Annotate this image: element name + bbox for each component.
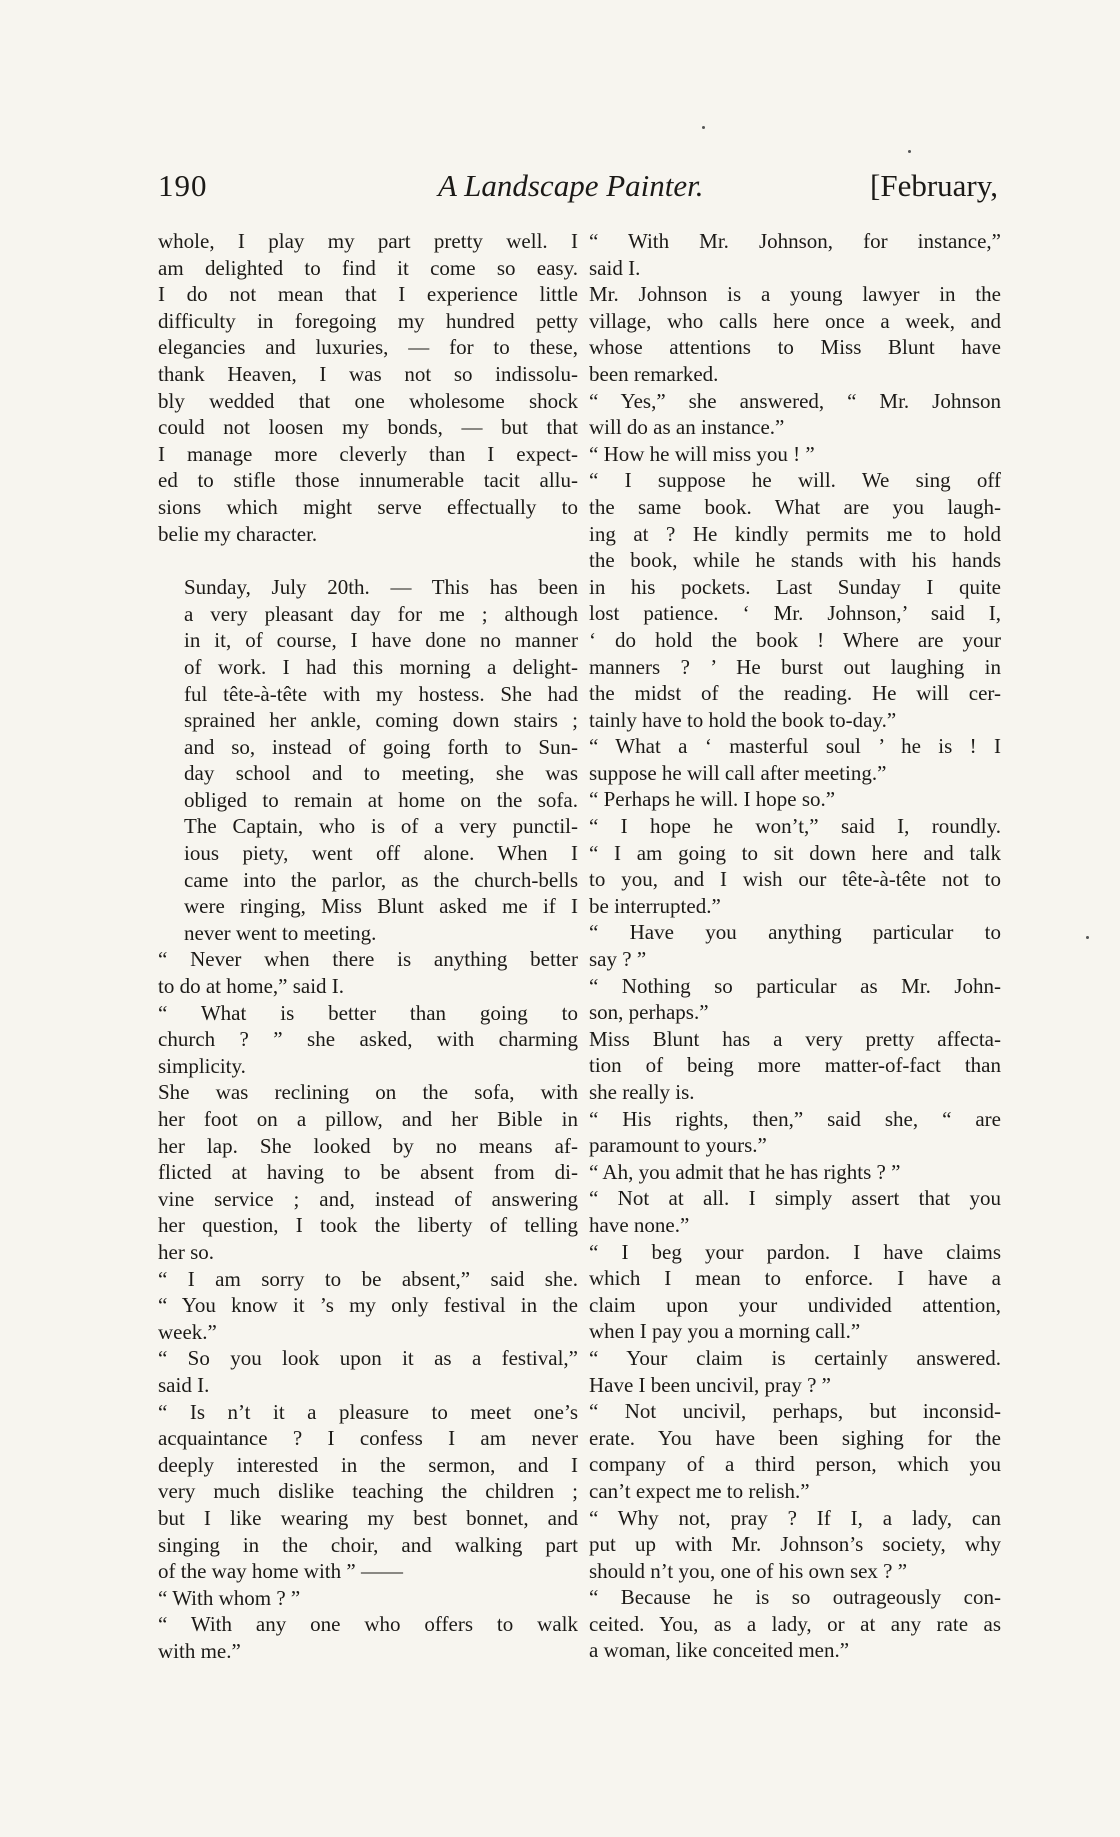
text-line: “ Because he is so outrageously con- xyxy=(589,1585,1001,1610)
print-speck xyxy=(702,126,705,129)
text-line: paramount to yours.” xyxy=(589,1133,767,1158)
text-line: been remarked. xyxy=(589,361,719,386)
text-line: thank Heaven, I was not so indissolu- xyxy=(158,361,578,386)
text-line: flicted at having to be absent from di- xyxy=(158,1160,578,1185)
text-line: “ I hope he won’t,” said I, roundly. xyxy=(589,814,1001,839)
text-line: son, perhaps.” xyxy=(589,1000,709,1025)
print-speck xyxy=(908,150,911,153)
text-line: “ Is n’t it a pleasure to meet one’s xyxy=(158,1399,578,1424)
text-line: ious piety, went off alone. When I xyxy=(184,841,578,866)
text-line: say ? ” xyxy=(589,947,647,972)
left-column xyxy=(158,228,578,1664)
text-line: deeply interested in the sermon, and I xyxy=(158,1452,578,1477)
text-line: manners ? ’ He burst out laughing in xyxy=(589,654,1001,679)
text-line: “ Not uncivil, perhaps, but inconsid- xyxy=(589,1399,1001,1424)
text-line: were ringing, Miss Blunt asked me if I xyxy=(184,894,578,919)
text-line: claim upon your undivided attention, xyxy=(589,1292,1001,1317)
text-line: never went to meeting. xyxy=(184,920,377,945)
text-line: “ So you look upon it as a festival,” xyxy=(158,1346,578,1371)
text-line: suppose he will call after meeting.” xyxy=(589,760,887,785)
diary-entry xyxy=(158,574,578,946)
paragraph xyxy=(158,228,578,547)
text-line: whose attentions to Miss Blunt have xyxy=(589,335,1001,360)
text-line: She was reclining on the sofa, with xyxy=(158,1080,578,1105)
paragraph xyxy=(158,946,578,1664)
text-line: said I. xyxy=(158,1372,210,1397)
page-number: 190 xyxy=(158,168,208,203)
text-line: tion of being more matter-of-fact than xyxy=(589,1053,1001,1078)
text-line: her foot on a pillow, and her Bible in xyxy=(158,1107,578,1131)
text-line: but I like wearing my best bonnet, and xyxy=(158,1505,578,1530)
text-line: am delighted to find it come so easy. xyxy=(158,255,578,280)
text-line: ful tête-à-tête with my hostess. She had xyxy=(184,681,578,706)
text-line: “ With whom ? ” xyxy=(158,1585,301,1610)
text-line: when I pay you a morning call.” xyxy=(589,1319,861,1344)
text-line: “ How he will miss you ! ” xyxy=(589,441,815,466)
text-line: she really is. xyxy=(589,1080,695,1104)
text-line: her so. xyxy=(158,1239,214,1264)
text-line: “ Perhaps he will. I hope so.” xyxy=(589,787,836,812)
text-line: will do as an instance.” xyxy=(589,415,785,440)
text-line: very much dislike teaching the children ; xyxy=(158,1479,578,1504)
text-line: put up with Mr. Johnson’s society, why xyxy=(589,1532,1001,1557)
text-line: church ? ” she asked, with charming xyxy=(158,1027,578,1052)
text-line: and so, instead of going forth to Sun- xyxy=(184,734,578,759)
text-line: sions which might serve effectually to xyxy=(158,494,578,519)
text-line: sprained her ankle, coming down stairs ; xyxy=(184,708,578,733)
text-line: “ What is better than going to xyxy=(158,1000,578,1025)
text-line: elegancies and luxuries, — for to these, xyxy=(158,335,578,360)
text-line: Sunday, July 20th. — This has been xyxy=(184,575,578,600)
text-line: village, who calls here once a week, and xyxy=(589,308,1001,333)
text-line: should n’t you, one of his own sex ? ” xyxy=(589,1558,908,1583)
text-line: “ You know it ’s my only festival in the xyxy=(158,1293,578,1318)
text-line: can’t expect me to relish.” xyxy=(589,1478,810,1503)
text-line: difficulty in foregoing my hundred petty xyxy=(158,308,578,333)
text-line: the book, while he stands with his hands xyxy=(589,548,1001,573)
text-line: Have I been uncivil, pray ? ” xyxy=(589,1372,831,1397)
text-line: “ Nothing so particular as Mr. John- xyxy=(589,973,1001,998)
text-line: singing in the choir, and walking part xyxy=(158,1532,578,1557)
text-line: vine service ; and, instead of answering xyxy=(158,1186,578,1211)
text-line: week.” xyxy=(158,1319,217,1344)
text-line: be interrupted.” xyxy=(589,893,721,918)
text-line: to do at home,” said I. xyxy=(158,974,345,999)
text-line: acquaintance ? I confess I am never xyxy=(158,1426,578,1451)
text-line: could not loosen my bonds, — but that xyxy=(158,415,578,440)
text-line: “ Never when there is anything better xyxy=(158,947,578,972)
print-speck xyxy=(1086,936,1089,939)
text-line: “ Have you anything particular to xyxy=(589,920,1001,945)
text-line: simplicity. xyxy=(158,1053,246,1078)
text-line: I manage more cleverly than I expect- xyxy=(158,441,578,466)
text-line: “ Why not, pray ? If I, a lady, can xyxy=(589,1505,1001,1530)
month-label: [February, xyxy=(870,168,998,203)
text-line: a very pleasant day for me ; although xyxy=(184,601,578,626)
text-line: obliged to remain at home on the sofa. xyxy=(184,787,578,812)
text-line: company of a third person, which you xyxy=(589,1452,1001,1477)
text-line: the midst of the reading. He will cer- xyxy=(589,681,1001,706)
text-line: in his pockets. Last Sunday I quite xyxy=(589,574,1001,599)
text-line: “ I suppose he will. We sing off xyxy=(589,468,1001,493)
text-line: came into the parlor, as the church-bells xyxy=(184,867,578,892)
text-line: ing at ? He kindly permits me to hold xyxy=(589,521,1001,546)
text-line: a woman, like conceited men.” xyxy=(589,1638,850,1663)
text-line: her question, I took the liberty of telling xyxy=(158,1213,578,1238)
text-line: belie my character. xyxy=(158,521,318,546)
text-line: “ With any one who offers to walk xyxy=(158,1612,578,1637)
text-line: of work. I had this morning a delight- xyxy=(184,654,578,679)
text-line: of the way home with ” —— xyxy=(158,1559,403,1584)
text-line: “ I am sorry to be absent,” said she. xyxy=(158,1266,578,1291)
text-line: The Captain, who is of a very punctil- xyxy=(184,814,578,839)
text-line: ed to stifle those innumerable tacit allu- xyxy=(158,468,578,493)
text-line: “ Yes,” she answered, “ Mr. Johnson xyxy=(589,388,1001,413)
text-line: Miss Blunt has a very pretty affecta- xyxy=(589,1026,1001,1051)
text-line: “ Not at all. I simply assert that you xyxy=(589,1186,1001,1211)
text-line: “ With Mr. Johnson, for instance,” xyxy=(589,229,1001,253)
text-line: I do not mean that I experience little xyxy=(158,282,578,307)
text-line: “ What a ‘ masterful soul ’ he is ! I xyxy=(589,734,1001,759)
text-line: lost patience. ‘ Mr. Johnson,’ said I, xyxy=(589,601,1001,626)
text-line: in it, of course, I have done no manner xyxy=(184,628,578,653)
text-line: whole, I play my part pretty well. I xyxy=(158,229,578,253)
text-line: “ I beg your pardon. I have claims xyxy=(589,1239,1001,1264)
text-line: tainly have to hold the book to-day.” xyxy=(589,707,897,732)
text-line: have none.” xyxy=(589,1212,690,1237)
text-line: which I mean to enforce. I have a xyxy=(589,1266,1001,1291)
running-header xyxy=(158,168,998,218)
text-line: the same book. What are you laugh- xyxy=(589,494,1001,519)
text-line: to you, and I wish our tête-à-tête not to xyxy=(589,867,1001,892)
text-line: “ I am going to sit down here and talk xyxy=(589,840,1001,865)
text-line: “ Your claim is certainly answered. xyxy=(589,1345,1001,1370)
text-line: “ Ah, you admit that he has rights ? ” xyxy=(589,1159,901,1184)
running-title: A Landscape Painter. xyxy=(438,168,704,203)
text-line: “ His rights, then,” said she, “ are xyxy=(589,1106,1001,1131)
text-line: her lap. She looked by no means af- xyxy=(158,1133,578,1158)
text-line: with me.” xyxy=(158,1638,241,1663)
text-line: day school and to meeting, she was xyxy=(184,761,578,786)
paragraph xyxy=(589,228,1001,1664)
right-column xyxy=(589,228,1001,1664)
text-line: bly wedded that one wholesome shock xyxy=(158,388,578,413)
text-line: erate. You have been sighing for the xyxy=(589,1425,1001,1450)
text-line: said I. xyxy=(589,255,641,280)
text-line: Mr. Johnson is a young lawyer in the xyxy=(589,282,1001,307)
text-line: ceited. You, as a lady, or at any rate as xyxy=(589,1611,1001,1636)
text-line: ‘ do hold the book ! Where are your xyxy=(589,627,1001,652)
